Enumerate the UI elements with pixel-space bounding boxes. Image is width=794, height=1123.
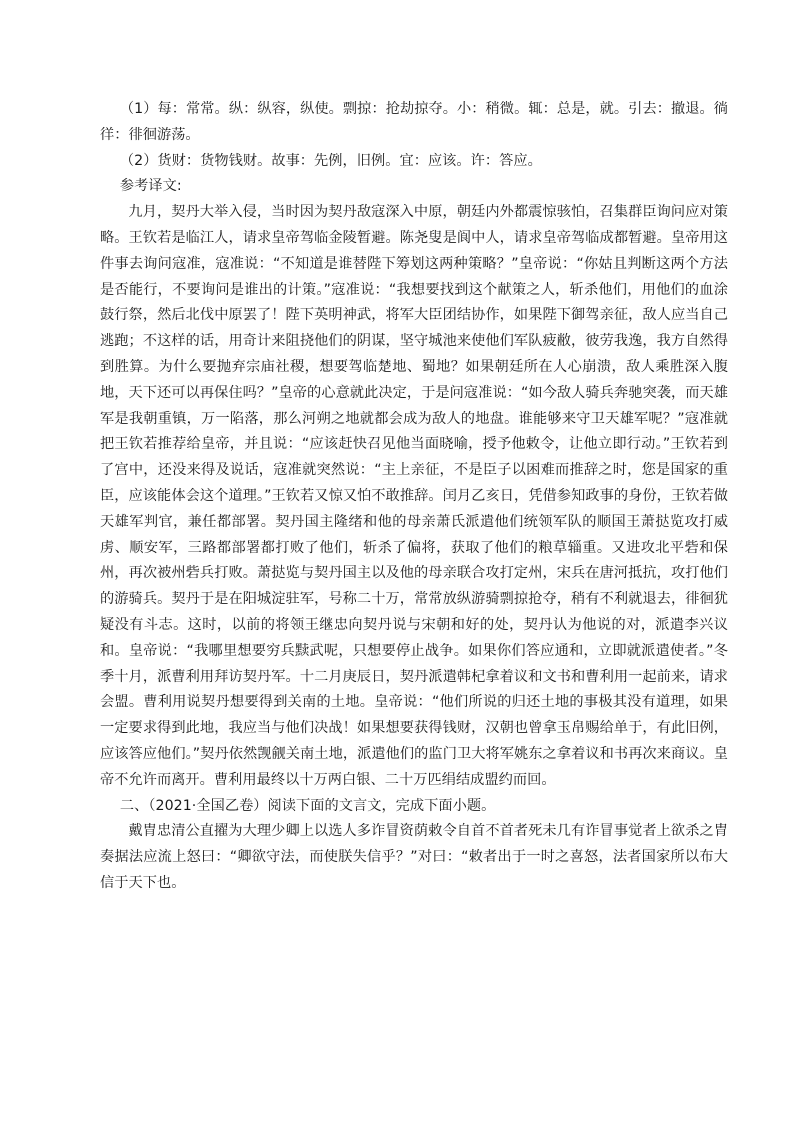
translation-label: 参考译文: <box>119 178 182 195</box>
annotation-note-1: （1）每：常常。纵：纵容，纵使。剽掠：抢劫掠夺。小：稍微。辄：总是，就。引去：撤退。徜徉：徘徊游荡。 <box>100 101 728 143</box>
classical-passage: 戴胄忠清公直擢为大理少卿上以选人多诈冒资荫敕令自首不首者死未几有诈冒事觉者上欲杀之胄奏据法应流上怒曰：“卿欲守法，而使朕失信乎？”对曰：“敕者出于一时之喜怒，法者国家所以布大信于天下也。 <box>100 823 728 891</box>
translation-body: 九月，契丹大举入侵，当时因为契丹敌寇深入中原，朝廷内外都震惊骇怕，召集群臣询问应对策略。王钦若是临江人，请求皇帝驾临金陵暂避。陈尧叟是阆中人，请求皇帝驾临成都暂避。皇帝用这件事去询问寇准，寇准说：“不知道是谁替陛下筹划这两种策略？”皇帝说：“你姑且判断这两个方法是否能行，不要询问是谁出的计策。”寇准说：“我想要找到这个献策之人，斩杀他们，用他们的血涂鼓行祭，然后北伐中原罢了！陛下英明神武，将军大臣团结协作，如果陛下御驾亲征，敌人应当自己逃跑；不这样的话，用奇计来阻挠他们的阴谋，坚守城池来使他们军队疲敝，彼劳我逸，我方自然得到胜算。为什么要抛弃宗庙社稷，想要驾临楚地、蜀地？如果朝廷所在人心崩溃，敌人乘胜深入腹地，天下还可以再保住吗？”皇帝的心意就此决定，于是问寇准说：“如今敌人骑兵奔驰突袭，而天雄军是我朝重镇，万一陷落，那么河朔之地就都会成为敌人的地盘。谁能够来守卫天雄军呢？”寇准就把王钦若推荐给皇帝，并且说：“应该赶快召见他当面晓喻，授予他敕令，让他立即行动。”王钦若到了宫中，还没来得及说话，寇准就突然说：“主上亲征，不是臣子以困难而推辞之时，您是国家的重臣，应该能体会这个道理。”王钦若又惊又怕不敢推辞。闰月乙亥日，凭借参知政事的身份，王钦若做天雄军判官，兼任都部署。契丹国主隆绪和他的母亲萧氏派遣他们统领军队的顺国王萧挞览攻打威虏、顺安军，三路都部署都打败了他们，斩杀了偏将，获取了他们的粮草辎重。又进攻北平砦和保州，再次被州砦兵打败。萧挞览与契丹国主以及他的母亲联合攻打定州，宋兵在唐河抵抗，攻打他们的游骑兵。契丹于是在阳城淀驻军，号称二十万，常常放纵游骑剽掠抢夺，稍有不利就退去，徘徊犹疑没有斗志。这时，以前的将领王继忠向契丹说与宋朝和好的处，契丹认为他说的对，派遣李兴议和。皇帝说：“我哪里想要穷兵黩武呢，只想要停止战争。如果你们答应通和，立即就派遣使者。”冬季十月，派曹利用拜访契丹军。十二月庚辰日，契丹派遣韩杞拿着议和文书和曹利用一起前来，请求会盟。曹利用说契丹想要得到关南的土地。皇帝说：“他们所说的归还土地的事极其没有道理，如果一定要求得到此地，我应当与他们决战！如果想要获得钱财，汉朝也曾拿玉帛赐给单于，有此旧例，应该答应他们。”契丹依然觊觎关南土地，派遣他们的监门卫大将军姚东之拿着议和书再次来商议。皇帝不允许而离开。曹利用最终以十万两白银、二十万匹绢结成盟约而回。 <box>100 204 728 788</box>
question-heading: 二、（2021·全国乙卷）阅读下面的文言文，完成下面小题。 <box>119 797 496 814</box>
document-page <box>100 97 728 897</box>
annotation-note-2: （2）货财：货物钱财。故事：先例，旧例。宜：应该。许：答应。 <box>119 152 542 169</box>
